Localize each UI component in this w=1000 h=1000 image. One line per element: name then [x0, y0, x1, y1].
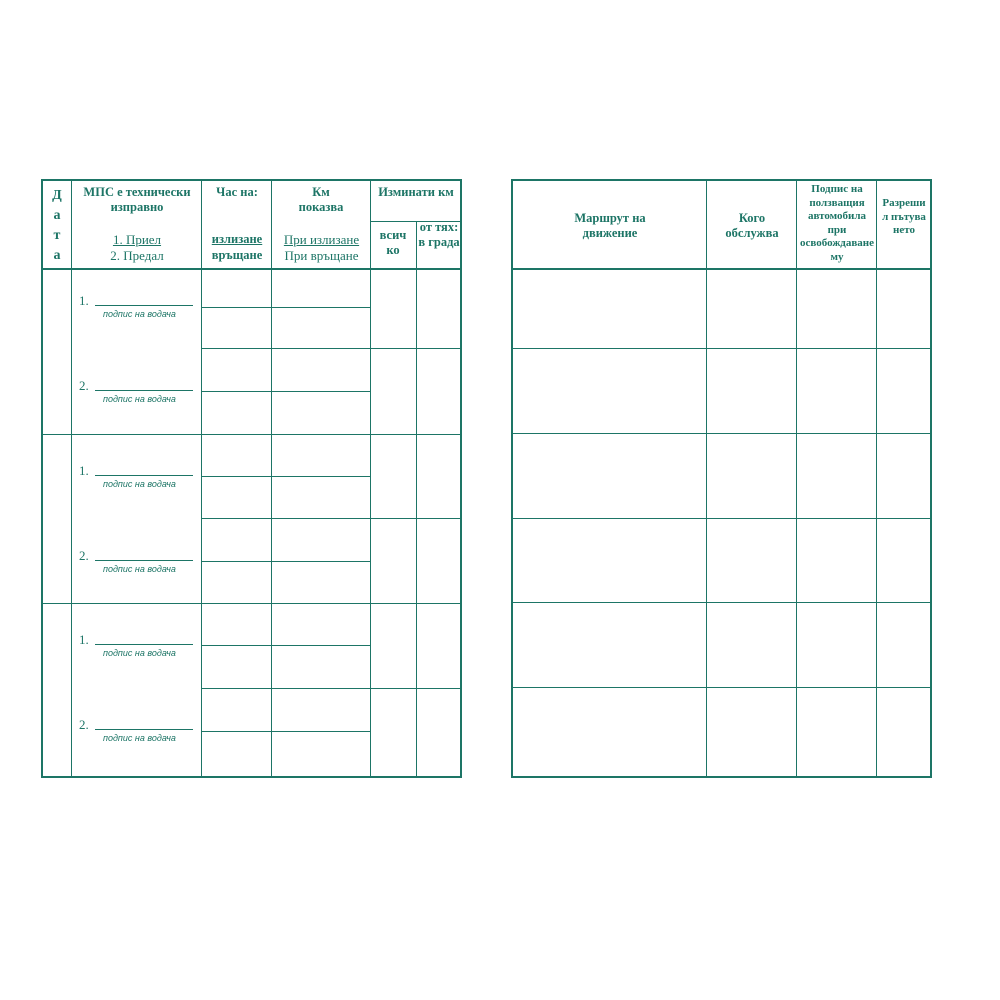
date-header: [43, 186, 71, 266]
left-row-line: [201, 561, 371, 562]
right-header-bottom: [511, 268, 932, 270]
signature-caption: подпис на водача: [103, 733, 176, 743]
signature-number: 1.: [79, 293, 89, 308]
signature-line[interactable]: [95, 729, 193, 730]
time-header-out: излизане: [211, 232, 263, 246]
signature-number: 1.: [79, 463, 89, 478]
permission-header: Разрешил пътуването: [882, 197, 926, 236]
left-row-line: [201, 645, 371, 646]
signature-line[interactable]: [95, 644, 193, 645]
signature-number: 2.: [79, 548, 89, 563]
traveled-header-total: всич ко: [379, 228, 407, 257]
right-row-line: [511, 348, 932, 349]
km-header-out: При излизане: [283, 232, 360, 247]
signature-caption: подпис на водача: [103, 394, 176, 404]
date-letter: Д: [52, 188, 62, 203]
signature-line[interactable]: [95, 390, 193, 391]
date-letter: а: [53, 248, 61, 263]
signature-caption: подпис на водача: [103, 479, 176, 489]
signature-number: 2.: [79, 717, 89, 732]
signature-line[interactable]: [95, 475, 193, 476]
signature-line[interactable]: [95, 560, 193, 561]
right-row-line: [511, 518, 932, 519]
left-row-line: [201, 688, 461, 689]
mps-header-option-1: 1. Приел: [112, 232, 162, 247]
left-row-line: [201, 731, 371, 732]
signature-number: 1.: [79, 632, 89, 647]
time-header-title: Час на:: [216, 185, 258, 199]
left-row-line: [201, 391, 371, 392]
traveled-header-city: от тях: в града: [418, 220, 460, 249]
date-letter: т: [53, 228, 61, 243]
left-group-separator: [41, 434, 462, 435]
signature-caption: подпис на водача: [103, 564, 176, 574]
right-row-line: [511, 433, 932, 434]
traveled-header-title: Изминати км: [378, 185, 454, 199]
left-row-line: [201, 476, 371, 477]
route-header: Маршрут на движение: [574, 211, 646, 240]
mps-header-option-2: 2. Предал: [110, 248, 164, 263]
date-letter: а: [53, 208, 61, 223]
left-row-line: [201, 348, 461, 349]
left-row-line: [201, 518, 461, 519]
signature-line[interactable]: [95, 305, 193, 306]
left-header-bottom: [41, 268, 462, 270]
signature-number: 2.: [79, 378, 89, 393]
time-header-return: връщане: [211, 248, 263, 262]
right-row-line: [511, 687, 932, 688]
km-header-return: При връщане: [284, 248, 359, 263]
served-header: Кого обслужва: [725, 211, 779, 240]
mps-header-title: МПС е технически изправно: [83, 185, 191, 214]
left-col-divider: [416, 221, 417, 778]
user-signature-header: Подпис на ползващия автомобила при освобождаване му: [799, 183, 875, 263]
left-row-line: [201, 307, 371, 308]
km-header-title: Км показва: [298, 185, 344, 214]
left-group-separator: [41, 603, 462, 604]
signature-caption: подпис на водача: [103, 648, 176, 658]
signature-caption: подпис на водача: [103, 309, 176, 319]
right-row-line: [511, 602, 932, 603]
